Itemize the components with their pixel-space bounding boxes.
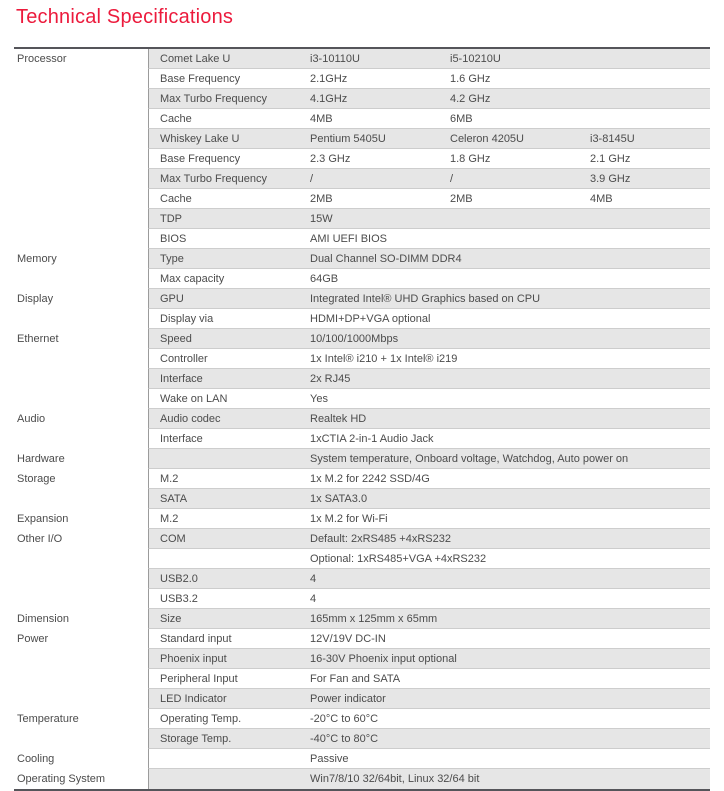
spec-row-body [148, 49, 710, 69]
category-label [14, 429, 148, 449]
table-row [14, 169, 710, 189]
spec-row-body [148, 629, 710, 649]
spec-row-body [148, 409, 710, 429]
spec-value: 2MB [310, 192, 333, 205]
spec-value: -40°C to 80°C [310, 732, 379, 745]
category-label [14, 549, 148, 569]
spec-key: Cache [160, 192, 192, 205]
category-label [14, 89, 148, 109]
spec-table [14, 47, 710, 791]
table-row [14, 729, 710, 749]
spec-value: 4.2 GHz [450, 92, 491, 105]
table-row [14, 549, 710, 569]
table-row [14, 609, 710, 629]
spec-row-body [148, 429, 710, 449]
spec-value: HDMI+DP+VGA optional [310, 312, 431, 325]
spec-value: 1.8 GHz [450, 152, 491, 165]
category-label [14, 69, 148, 89]
spec-row-body [148, 549, 710, 569]
category-label: Display [14, 289, 148, 309]
table-row [14, 369, 710, 389]
spec-key: Speed [160, 332, 192, 345]
category-label [14, 689, 148, 709]
spec-row-body [148, 349, 710, 369]
spec-row-body [148, 589, 710, 609]
spec-value: 4.1GHz [310, 92, 348, 105]
table-row [14, 649, 710, 669]
spec-key: Comet Lake U [160, 52, 231, 65]
spec-value: 4 [310, 572, 317, 585]
spec-value: Win7/8/10 32/64bit, Linux 32/64 bit [310, 773, 480, 785]
category-label [14, 669, 148, 689]
spec-value: 15W [310, 212, 333, 225]
table-row [14, 249, 710, 269]
spec-key: Base Frequency [160, 152, 241, 165]
spec-value: 64GB [310, 272, 339, 285]
spec-row-body [148, 709, 710, 729]
category-label: Memory [14, 249, 148, 269]
spec-key: Controller [160, 352, 208, 365]
spec-key: M.2 [160, 472, 179, 485]
category-label [14, 129, 148, 149]
spec-value: Dual Channel SO-DIMM DDR4 [310, 252, 462, 265]
spec-value: 4MB [310, 112, 333, 125]
spec-row-body [148, 149, 710, 169]
category-label [14, 569, 148, 589]
category-label [14, 649, 148, 669]
spec-row-body [148, 369, 710, 389]
spec-key: Max Turbo Frequency [160, 92, 267, 105]
spec-key: Standard input [160, 632, 232, 645]
category-label: Storage [14, 469, 148, 489]
spec-row-body [148, 329, 710, 349]
spec-value: 1x M.2 for Wi-Fi [310, 512, 388, 525]
spec-row-body [148, 229, 710, 249]
spec-value: 2x RJ45 [310, 372, 351, 385]
table-row [14, 509, 710, 529]
category-label: Processor [14, 49, 148, 69]
spec-value: i5-10210U [450, 52, 501, 65]
category-label [14, 369, 148, 389]
table-row [14, 229, 710, 249]
table-row [14, 749, 710, 769]
spec-row-body [148, 269, 710, 289]
spec-row-body [148, 289, 710, 309]
spec-value: Integrated Intel® UHD Graphics based on CPU [310, 292, 541, 305]
category-label [14, 349, 148, 369]
page-title: Technical Specifications [16, 6, 234, 28]
table-row [14, 389, 710, 409]
category-label [14, 309, 148, 329]
spec-row-body [148, 309, 710, 329]
spec-row-body [148, 509, 710, 529]
spec-key: USB3.2 [160, 592, 198, 605]
spec-value: Yes [310, 392, 328, 405]
spec-value: 16-30V Phoenix input optional [310, 652, 457, 665]
spec-value: 2.3 GHz [310, 152, 351, 165]
spec-value: / [310, 172, 314, 185]
spec-row-body [148, 729, 710, 749]
table-row [14, 589, 710, 609]
spec-key: Interface [160, 372, 203, 385]
spec-value: Pentium 5405U [310, 132, 386, 145]
spec-key: Storage Temp. [160, 732, 232, 745]
category-label: Power [14, 629, 148, 649]
spec-value: 2.1 GHz [590, 152, 631, 165]
spec-value: For Fan and SATA [310, 672, 401, 685]
spec-row-body [148, 109, 710, 129]
spec-row-body [148, 569, 710, 589]
category-label [14, 109, 148, 129]
spec-value: AMI UEFI BIOS [310, 232, 388, 245]
category-label [14, 589, 148, 609]
spec-row-body [148, 749, 710, 769]
spec-key: Operating Temp. [160, 712, 242, 725]
table-row [14, 189, 710, 209]
spec-key: Base Frequency [160, 72, 241, 85]
table-row [14, 49, 710, 69]
table-row [14, 109, 710, 129]
spec-value: 3.9 GHz [590, 172, 631, 185]
spec-value: 1x M.2 for 2242 SSD/4G [310, 472, 430, 485]
spec-key: BIOS [160, 232, 187, 245]
category-label: Expansion [14, 509, 148, 529]
spec-key: M.2 [160, 512, 179, 525]
spec-key: GPU [160, 292, 184, 305]
spec-value: 1x SATA3.0 [310, 492, 368, 505]
table-row [14, 289, 710, 309]
spec-value: 1.6 GHz [450, 72, 491, 85]
table-row [14, 709, 710, 729]
spec-value: Power indicator [310, 692, 386, 705]
table-row [14, 269, 710, 289]
spec-row-body [148, 669, 710, 689]
category-label [14, 489, 148, 509]
spec-value: 6MB [450, 112, 473, 125]
category-label: Cooling [14, 749, 148, 769]
spec-value: i3-8145U [590, 132, 635, 145]
table-row [14, 129, 710, 149]
spec-key: Cache [160, 112, 192, 125]
table-row [14, 569, 710, 589]
spec-key: Whiskey Lake U [160, 132, 240, 145]
table-row [14, 409, 710, 429]
spec-row-body [148, 489, 710, 509]
category-label: Dimension [14, 609, 148, 629]
table-row [14, 209, 710, 229]
spec-key: LED Indicator [160, 692, 227, 705]
spec-value: 165mm x 125mm x 65mm [310, 612, 438, 625]
spec-row-body [148, 249, 710, 269]
spec-value: 12V/19V DC-IN [310, 632, 386, 645]
spec-value: 4MB [590, 192, 613, 205]
spec-row-body [148, 129, 710, 149]
spec-value: i3-10110U [310, 52, 360, 65]
spec-row-body [148, 769, 710, 789]
spec-value: Passive [310, 752, 349, 765]
table-row [14, 329, 710, 349]
spec-row-body [148, 169, 710, 189]
category-label: Hardware [14, 449, 148, 469]
spec-value: Celeron 4205U [450, 132, 524, 145]
table-row [14, 629, 710, 649]
category-label [14, 229, 148, 249]
spec-row-body [148, 209, 710, 229]
table-row [14, 529, 710, 549]
table-row [14, 669, 710, 689]
spec-key: USB2.0 [160, 572, 198, 585]
spec-key: Audio codec [160, 412, 221, 425]
spec-key: TDP [160, 212, 182, 225]
category-label: Other I/O [14, 529, 148, 549]
spec-key: Type [160, 252, 184, 265]
spec-key: Wake on LAN [160, 392, 228, 405]
spec-value: 10/100/1000Mbps [310, 332, 399, 345]
table-row [14, 349, 710, 369]
table-row [14, 469, 710, 489]
spec-value: / [450, 172, 454, 185]
spec-key: Max Turbo Frequency [160, 172, 267, 185]
category-label [14, 209, 148, 229]
table-row [14, 449, 710, 469]
table-row [14, 429, 710, 449]
table-row [14, 309, 710, 329]
spec-row-body [148, 189, 710, 209]
category-label [14, 729, 148, 749]
spec-row-body [148, 689, 710, 709]
spec-row-body [148, 529, 710, 549]
spec-key: Display via [160, 312, 214, 325]
category-label [14, 189, 148, 209]
spec-value: Realtek HD [310, 412, 367, 425]
table-row [14, 149, 710, 169]
spec-row-body [148, 649, 710, 669]
category-label [14, 389, 148, 409]
spec-key: Interface [160, 432, 203, 445]
spec-value: Default: 2xRS485 +4xRS232 [310, 532, 451, 545]
spec-row-body [148, 609, 710, 629]
category-label [14, 169, 148, 189]
spec-value: 2MB [450, 192, 473, 205]
category-label [14, 269, 148, 289]
spec-key: Size [160, 612, 182, 625]
spec-key: Peripheral Input [160, 672, 238, 685]
spec-value: System temperature, Onboard voltage, Watchdog, Auto power on [310, 452, 629, 465]
spec-key: COM [160, 532, 186, 545]
spec-value: 1x Intel® i210 + 1x Intel® i219 [310, 352, 458, 365]
spec-value: 4 [310, 592, 317, 605]
table-row [14, 769, 710, 789]
spec-value: -20°C to 60°C [310, 712, 379, 725]
table-row [14, 689, 710, 709]
spec-value: 2.1GHz [310, 72, 348, 85]
spec-row-body [148, 449, 710, 469]
spec-row-body [148, 89, 710, 109]
category-label [14, 149, 148, 169]
table-row [14, 89, 710, 109]
table-row [14, 489, 710, 509]
spec-key: Max capacity [160, 272, 225, 285]
spec-key: SATA [160, 492, 188, 505]
spec-row-body [148, 469, 710, 489]
category-label: Temperature [14, 709, 148, 729]
spec-row-body [148, 389, 710, 409]
spec-value: 1xCTIA 2-in-1 Audio Jack [310, 432, 434, 445]
spec-key: Phoenix input [160, 652, 227, 665]
category-label: Audio [14, 409, 148, 429]
category-label: Operating System [14, 769, 148, 789]
spec-value: Optional: 1xRS485+VGA +4xRS232 [310, 552, 487, 565]
category-label: Ethernet [14, 329, 148, 349]
table-row [14, 69, 710, 89]
spec-row-body [148, 69, 710, 89]
